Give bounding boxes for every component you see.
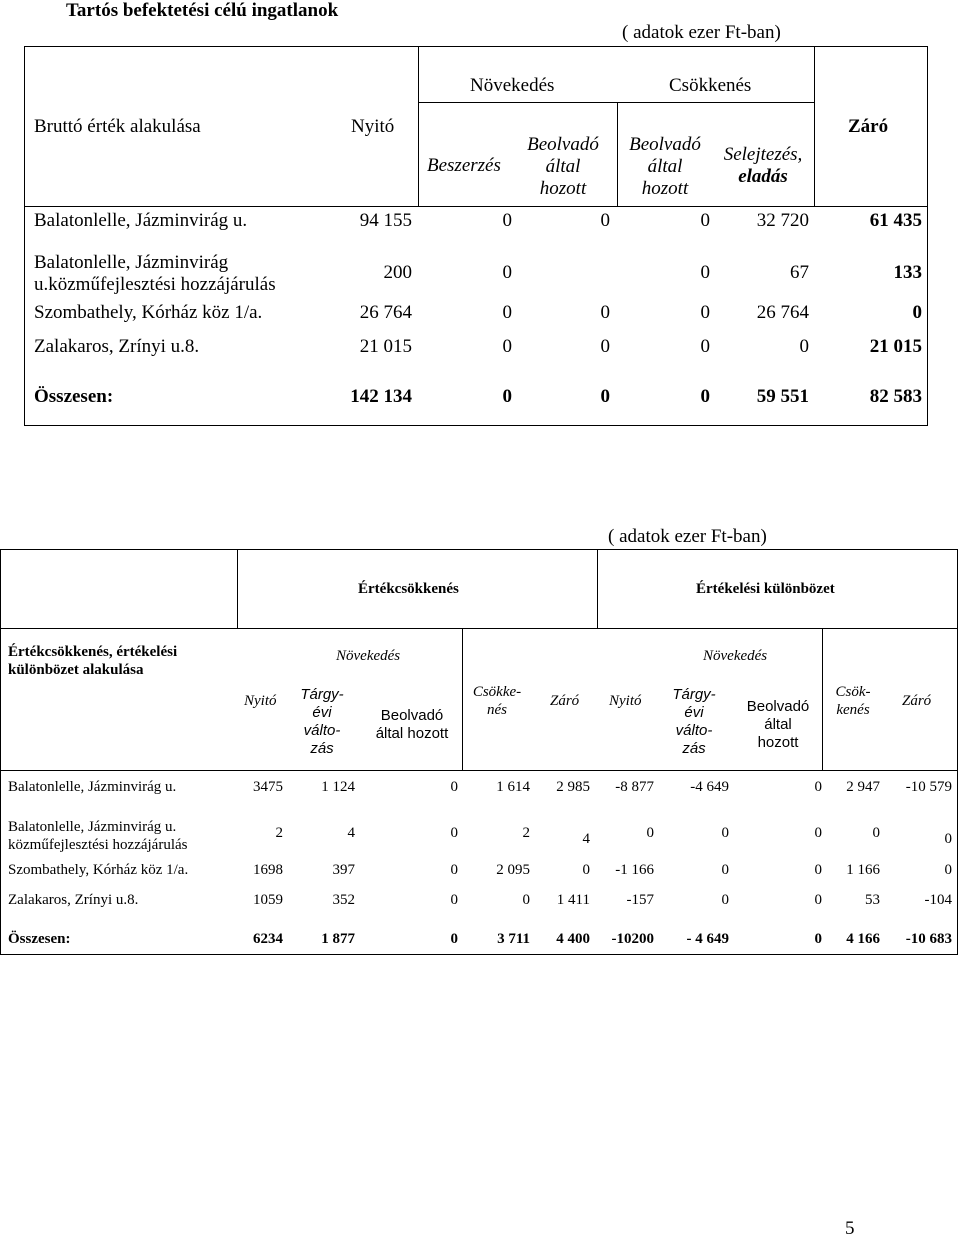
increase-header-a: Növekedés [336,648,401,664]
scrap-header: Selejtezés, eladás [723,144,803,187]
table-cell: 1 614 [496,779,530,795]
table-cell: 1059 [253,892,283,908]
table-cell: 0 [721,825,729,841]
cell-close: 82 583 [869,386,922,407]
table-cell: -4 649 [690,779,729,795]
cell-merged-dec: 0 [700,336,710,357]
table-cell: - 4 649 [686,931,729,947]
row-header: Értékcsökkenés, értékelési különbözet alakulása [8,644,178,678]
cell-scrap: 59 551 [756,386,809,407]
cell-scrap: 0 [799,336,809,357]
table-cell: 4 400 [556,931,590,947]
table-cell: -8 877 [615,779,654,795]
cell-purchase: 0 [502,262,512,283]
close-header-b: Záró [902,693,932,709]
year-change-header-b: Tárgy- évi válto- zás [672,686,716,757]
cell-merged-dec: 0 [700,302,710,323]
table-cell: 1 411 [556,892,590,908]
table-cell: 0 [814,931,822,947]
row-name: Zalakaros, Zrínyi u.8. [8,892,139,908]
table-cell: 2 [275,825,283,841]
merged-inc-header: Beolvadó által hozott [527,134,599,199]
cell-open: 21 015 [359,336,412,357]
cell-open: 26 764 [359,302,412,323]
page-number: 5 [845,1218,855,1239]
cell-open: 142 134 [350,386,412,407]
table-cell: 4 [582,831,590,847]
open-header-a: Nyitó [244,693,277,709]
total-label: Összesen: [8,931,71,947]
row-name: Balatonlelle, Jázminvirág u.közműfejlesztési hozzájárulás [34,252,276,295]
table-cell: -1 166 [615,862,654,878]
table-cell: -104 [924,892,952,908]
cell-purchase: 0 [502,210,512,231]
table-cell: 1 166 [846,862,880,878]
cell-open: 94 155 [359,210,412,231]
cell-merged-dec: 0 [700,262,710,283]
purchase-header: Beszerzés [427,155,501,176]
page-title: Tartós befektetési célú ingatlanok [66,0,339,21]
table-cell: 2 947 [846,779,880,795]
table-cell: 0 [450,931,458,947]
increase-header-b: Növekedés [703,648,768,664]
decrease-header: Csökkenés [669,75,752,96]
table-cell: 0 [582,862,590,878]
total-label: Összesen: [34,386,114,407]
cell-purchase: 0 [502,302,512,323]
table-cell: 4 166 [846,931,880,947]
cell-purchase: 0 [502,386,512,407]
decrease-header-b: Csök- kenés [835,684,871,718]
cell-merged-inc: 0 [600,386,610,407]
cell-merged-inc: 0 [600,302,610,323]
cell-scrap: 32 720 [756,210,809,231]
merged-header-a: Beolvadó által hozott [375,707,449,742]
cell-merged-inc: 0 [600,210,610,231]
cell-merged-dec: 0 [700,210,710,231]
increase-header: Növekedés [470,75,555,96]
table-cell: 0 [450,892,458,908]
units-note: ( adatok ezer Ft-ban) [622,22,781,43]
table-cell: 1 877 [321,931,355,947]
impairment-header: Értékcsökkenés [358,581,459,597]
table-cell: -10 683 [905,931,952,947]
cell-purchase: 0 [502,336,512,357]
table-cell: 397 [332,862,355,878]
table-cell: 0 [944,831,952,847]
year-change-header-a: Tárgy- évi válto- zás [300,686,344,757]
valuation-diff-header: Értékelési különbözet [696,581,835,597]
row-name: Balatonlelle, Jázminvirág u. [8,779,177,795]
units-note-2: ( adatok ezer Ft-ban) [608,526,767,547]
close-header-a: Záró [550,693,580,709]
table-cell: 1 124 [321,779,355,795]
cell-close: 133 [893,262,922,283]
open-header-b: Nyitó [609,693,642,709]
table-cell: -10200 [611,931,654,947]
table-cell: 0 [450,779,458,795]
table-cell: 0 [646,825,654,841]
table-cell: 3 711 [497,931,530,947]
table-cell: 53 [865,892,880,908]
table-cell: 0 [814,862,822,878]
table-cell: 0 [721,862,729,878]
cell-close: 21 015 [869,336,922,357]
cell-open: 200 [383,262,412,283]
cell-scrap: 26 764 [756,302,809,323]
table-cell: 4 [347,825,355,841]
table-cell: 6234 [253,931,283,947]
merged-dec-header: Beolvadó által hozott [629,134,701,199]
open-header: Nyitó [351,116,395,137]
table-cell: 0 [814,825,822,841]
table-cell: 1698 [253,862,283,878]
cell-merged-dec: 0 [700,386,710,407]
table-cell: -10 579 [905,779,952,795]
cell-close: 61 435 [869,210,922,231]
table-cell: 2 095 [496,862,530,878]
merged-header-b: Beolvadó által hozott [746,698,810,751]
table-cell: 352 [332,892,355,908]
table-cell: 0 [814,892,822,908]
row-name: Szombathely, Kórház köz 1/a. [34,302,263,323]
table-cell: -157 [626,892,654,908]
table-cell: 3475 [253,779,283,795]
table-cell: 0 [721,892,729,908]
table-cell: 2 985 [556,779,590,795]
table-cell: 0 [872,825,880,841]
table-cell: 2 [522,825,530,841]
gross-value-header: Bruttó érték alakulása [34,116,201,137]
cell-scrap: 67 [790,262,809,283]
table-cell: 0 [944,862,952,878]
close-header: Záró [848,116,889,137]
table-cell: 0 [450,862,458,878]
decrease-header-a: Csökke- nés [472,684,522,718]
row-name: Zalakaros, Zrínyi u.8. [34,336,200,357]
row-name: Balatonlelle, Jázminvirág u. közműfejlesztési hozzájárulás [8,819,188,853]
table-cell: 0 [450,825,458,841]
row-name: Balatonlelle, Jázminvirág u. [34,210,248,231]
table-cell: 0 [522,892,530,908]
cell-close: 0 [912,302,922,323]
row-name: Szombathely, Kórház köz 1/a. [8,862,189,878]
table-cell: 0 [814,779,822,795]
cell-merged-inc: 0 [600,336,610,357]
